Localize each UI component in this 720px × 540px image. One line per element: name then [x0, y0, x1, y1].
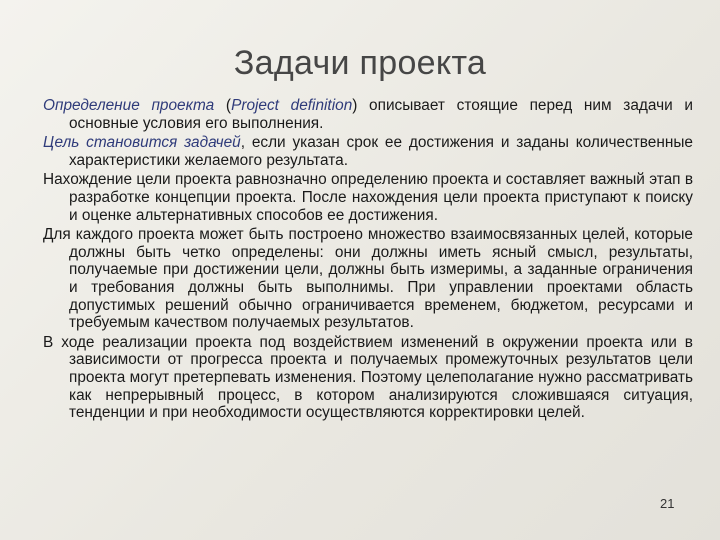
term-goal-becomes-task: Цель становится задачей	[43, 134, 241, 152]
slide-title: Задачи проекта	[233, 44, 487, 82]
paragraph-goal-changes: В ходе реализации проекта под воздействием изменений в окружении проекта или в зависимости от прогресса проекта и получаемых промежуточных результатов цели проекта могут претерпевать изменения. Поэтому целеполагание нужно рассматривать как непрерывный процесс, в котором анализируются сложившаяся ситуация, тенденции и при необходимости осуществляются корректировки целей.	[43, 333, 693, 422]
paragraph-finding-goal: Нахождение цели проекта равнозначно определению проекта и составляет важный этап в разработке концепции проекта. После нахождения цели проекта приступают к поиску и оценке альтернативных способов ее достижения.	[43, 171, 693, 224]
paren-open: (	[214, 97, 232, 114]
paragraph-multiple-goals: Для каждого проекта может быть построено множество взаимосвязанных целей, которые должны быть четко определены: они должны иметь ясный смысл, результаты, получаемые при достижении цели, должны быть измеримы, а заданные ограничения и требования должны быть выполнимы. При управлении проектами область допустимых решений обычно ограничивается временем, бюджетом, ресурсами и требуемым качеством получаемых результатов.	[43, 226, 693, 332]
paragraph-goal-becomes-task-text: , если указан срок ее достижения и заданы количественные характеристики желаемого результата.	[69, 134, 693, 169]
slide-body	[43, 97, 693, 424]
page-number: 21	[660, 496, 675, 511]
term-project-definition: Определение проекта	[43, 97, 215, 114]
paragraph-goal-becomes-task	[43, 134, 693, 169]
term-project-definition-en: Project definition	[231, 97, 353, 114]
paragraph-project-definition-text: ) описывает стоящие перед ним задачи и основные условия его выполнения.	[69, 97, 693, 132]
paragraph-project-definition	[43, 97, 693, 132]
